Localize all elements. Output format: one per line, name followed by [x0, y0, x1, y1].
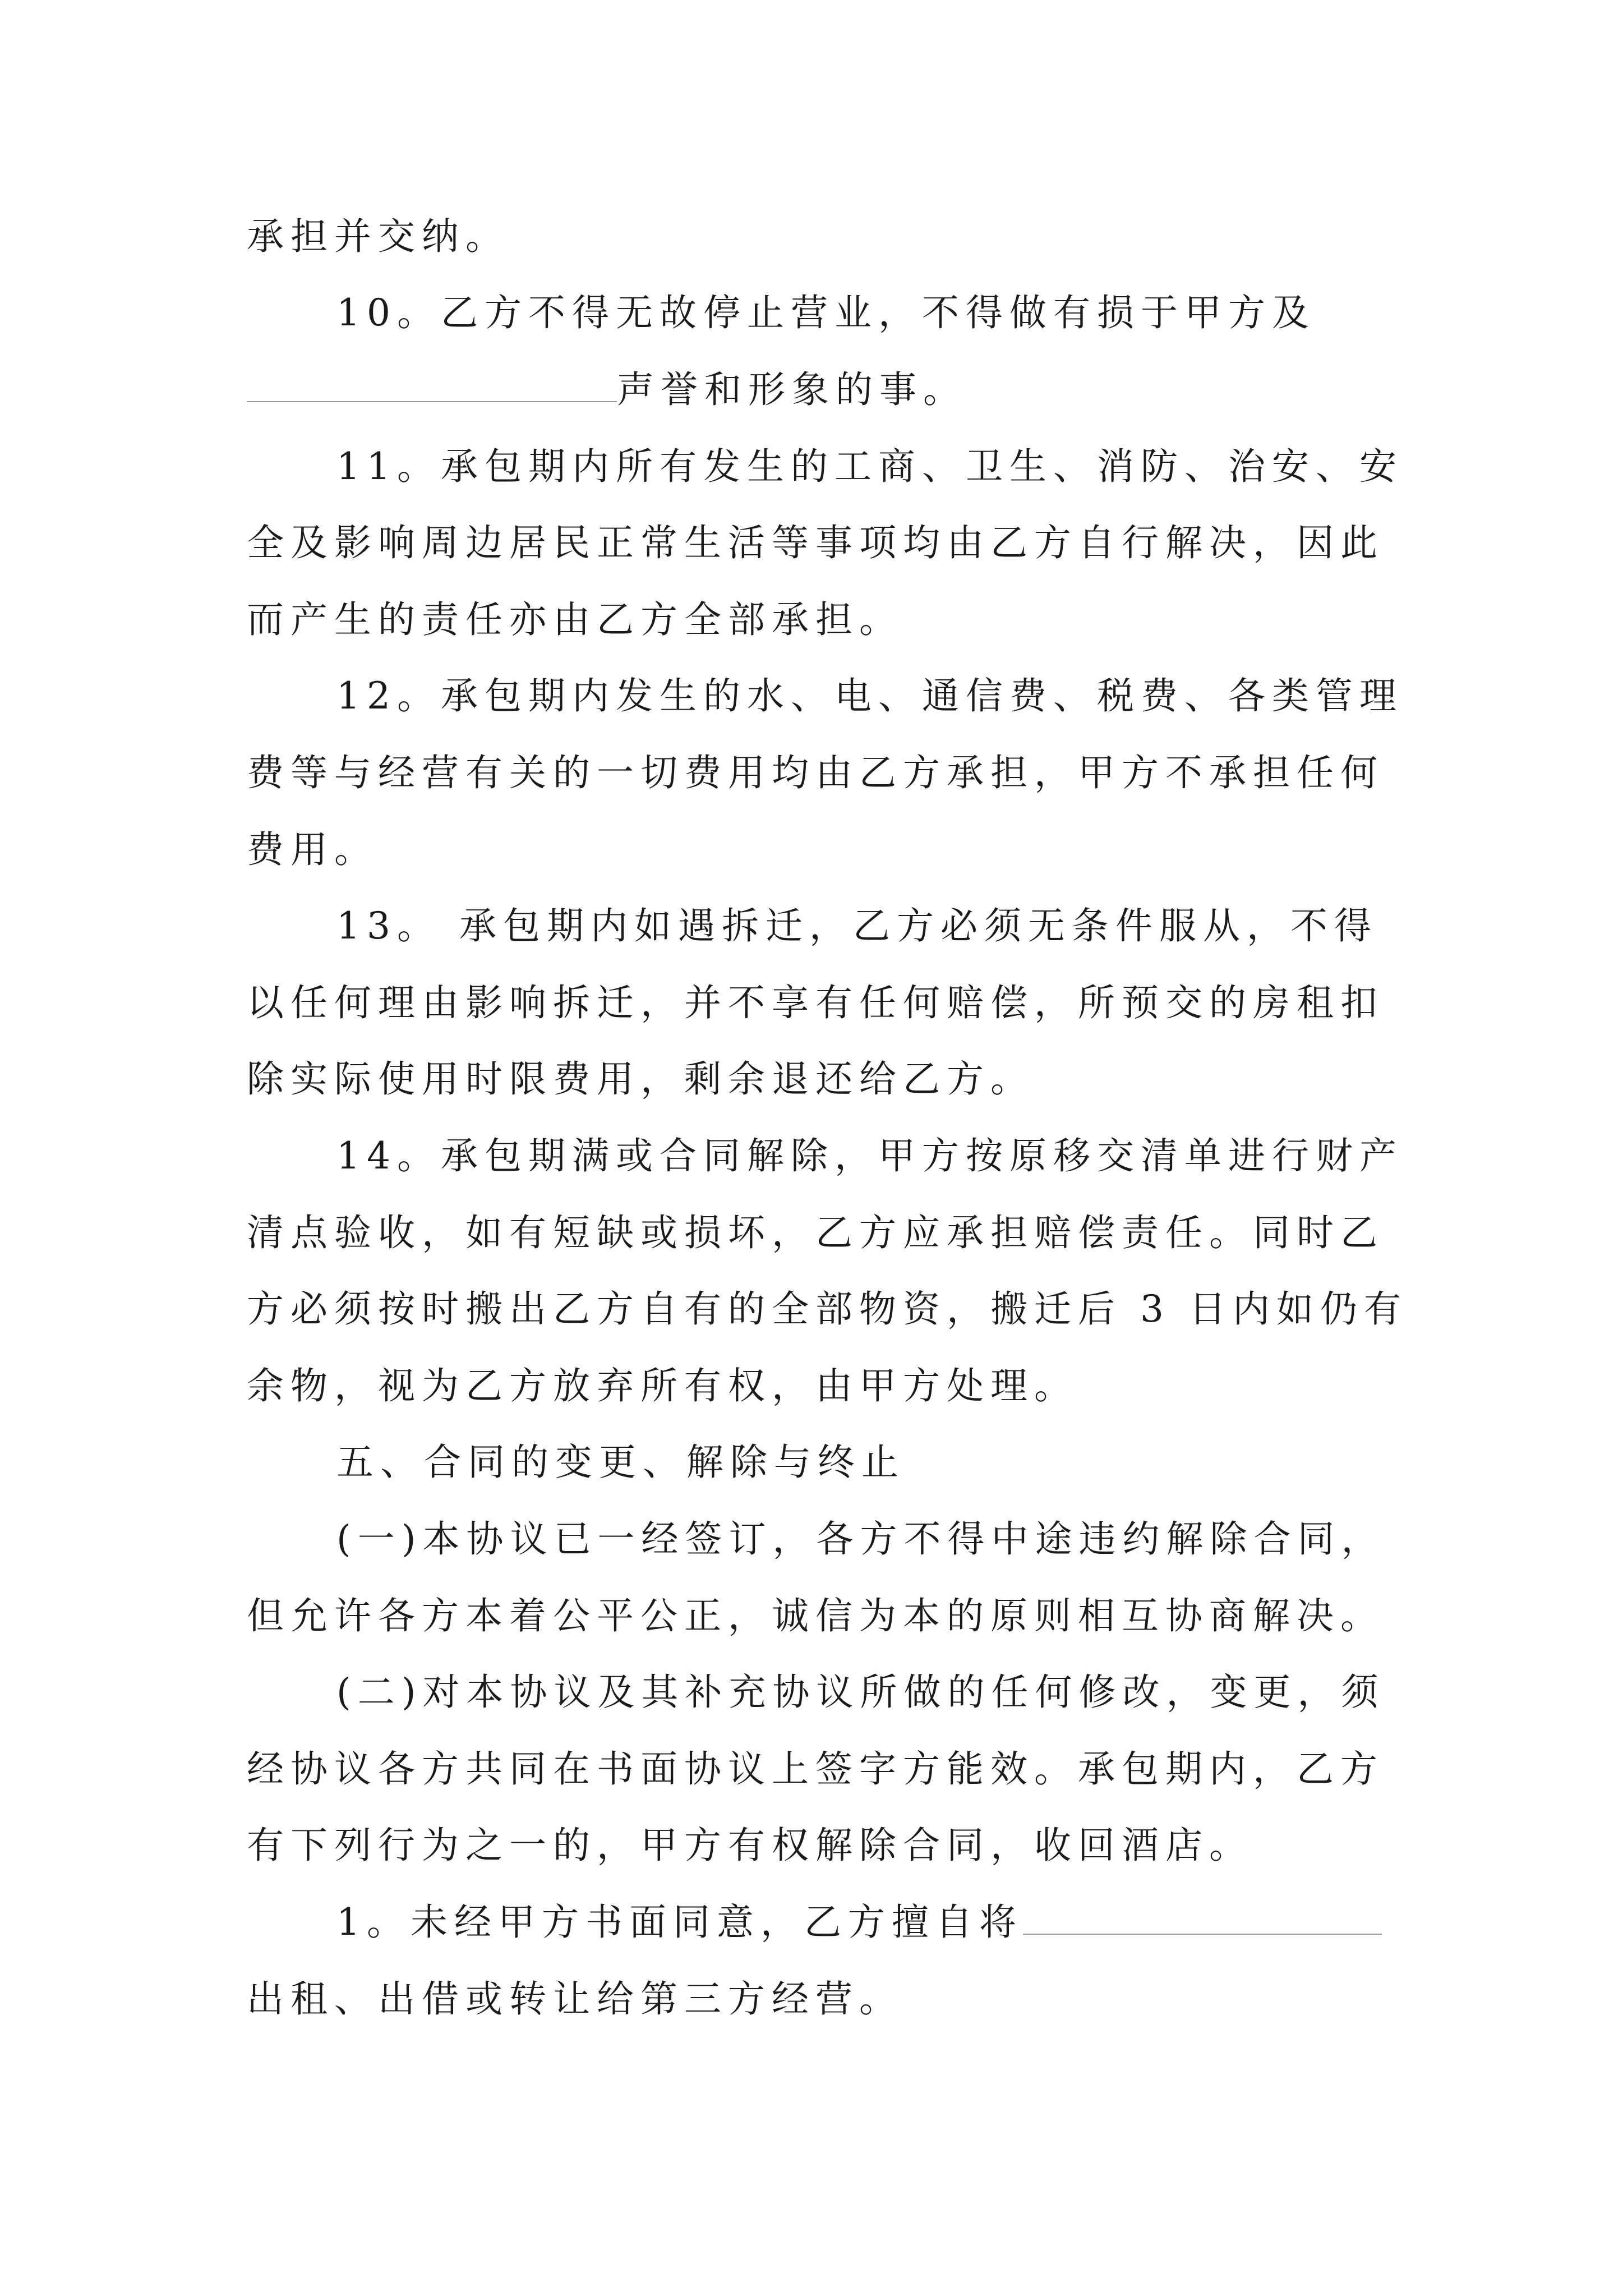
text-line: 13。 承包期内如遇拆迁，乙方必须无条件服从，不得: [336, 904, 1378, 947]
section-heading: 五、合同的变更、解除与终止: [336, 1441, 905, 1484]
text-line: 14。承包期满或合同解除，甲方按原移交清单进行财产: [336, 1134, 1403, 1177]
text-line: 经协议各方共同在书面协议上签字方能效。承包期内，乙方: [247, 1747, 1384, 1791]
text-line: 1。未经甲方书面同意，乙方擅自将: [336, 1901, 1023, 1944]
text-line: 方必须按时搬出乙方自有的全部物资，搬迁后 3 日内如仍有: [247, 1287, 1408, 1331]
text-line: 除实际使用时限费用，剩余退还给乙方。: [247, 1057, 1034, 1101]
fill-in-blank: [247, 367, 617, 402]
text-line: 费用。: [247, 828, 378, 871]
text-line: 清点验收，如有短缺或损坏，乙方应承担赔偿责任。同时乙: [247, 1211, 1384, 1254]
text-line: (二)对本协议及其补充协议所做的任何修改，变更，须: [336, 1671, 1385, 1714]
text-line: 声誉和形象的事。: [617, 368, 967, 411]
text-line: 10。乙方不得无故停止营业，不得做有损于甲方及: [336, 291, 1316, 334]
text-line: 承担并交纳。: [247, 215, 509, 258]
text-line: 11。承包期内所有发生的工商、卫生、消防、治安、安: [336, 445, 1403, 488]
text-line: 以任何理由影响拆迁，并不享有任何赔偿，所预交的房租扣: [247, 981, 1384, 1024]
text-line: 12。承包期内发生的水、电、通信费、税费、各类管理: [336, 674, 1403, 717]
text-line: 余物，视为乙方放弃所有权，由甲方处理。: [247, 1364, 1078, 1407]
text-line-with-blank: [336, 1900, 1382, 1945]
text-line: 费等与经营有关的一切费用均由乙方承担，甲方不承担任何: [247, 751, 1384, 794]
text-line: (一)本协议已一经签订，各方不得中途违约解除合同，: [336, 1517, 1385, 1561]
text-line-with-blank: [247, 367, 967, 412]
text-line: 但允许各方本着公平公正，诚信为本的原则相互协商解决。: [247, 1594, 1384, 1637]
fill-in-blank: [1023, 1900, 1382, 1935]
text-line: 而产生的责任亦由乙方全部承担。: [247, 598, 903, 641]
text-line: 全及影响周边居民正常生活等事项均由乙方自行解决，因此: [247, 521, 1384, 564]
text-line: 有下列行为之一的，甲方有权解除合同，收回酒店。: [247, 1824, 1253, 1867]
text-line: 出租、出借或转让给第三方经营。: [247, 1977, 903, 2021]
